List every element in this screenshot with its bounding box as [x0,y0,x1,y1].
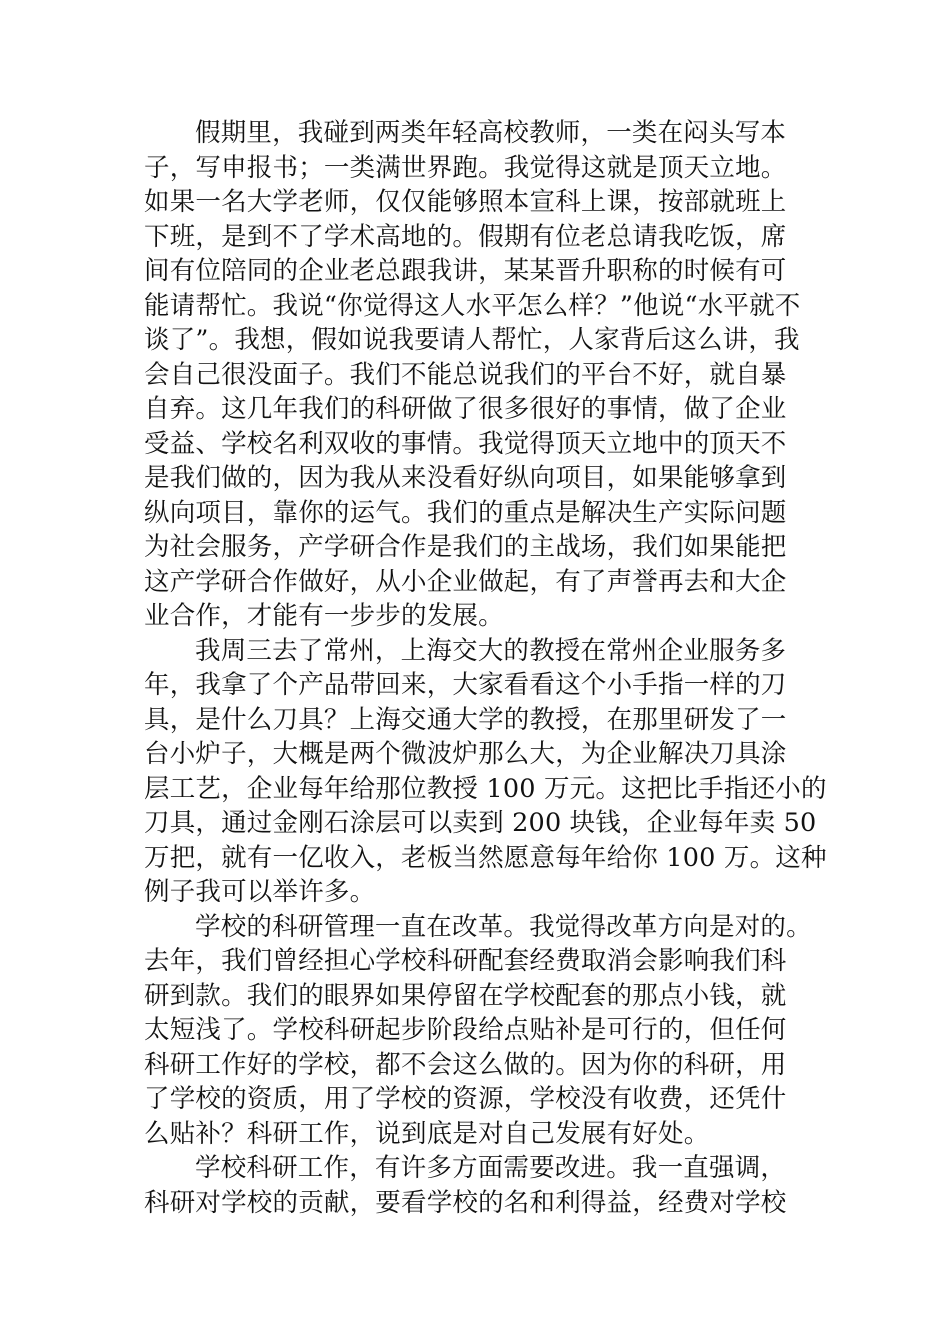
text-line: 台小炉子，大概是两个微波炉那么大，为企业解决刀具涂 [144,739,787,769]
paragraph-3 [144,910,824,1152]
text-line: 如果一名大学老师，仅仅能够照本宣科上课，按部就班上 [144,187,787,217]
text-line: 业合作，才能有一步步的发展。 [144,601,504,631]
text-line: 层工艺，企业每年给那位教授 100 万元。这把比手指还小的 [144,773,827,804]
text-line: 么贴补？科研工作，说到底是对自己发展有好处。 [144,1118,710,1149]
text-line: 会自己很没面子。我们不能总说我们的平台不好，就自暴 [144,359,787,390]
text-line: 例子我可以举许多。 [144,877,376,907]
text-line: 能请帮忙。我说“你觉得这人水平怎么样？”他说“水平就不 [144,290,801,321]
text-line: 为社会服务，产学研合作是我们的主战场，我们如果能把 [144,532,787,562]
text-line: 研到款。我们的眼界如果停留在学校配套的那点小钱，就 [144,980,787,1011]
text-line: 万把，就有一亿收入，老板当然愿意每年给你 100 万。这种 [144,842,827,873]
text-line: 年，我拿了个产品带回来，大家看看这个小手指一样的刀 [144,670,787,700]
document-body [144,116,827,1220]
text-line: 太短浅了。学校科研起步阶段给点贴补是可行的，但任何 [144,1015,787,1045]
text-line: 我周三去了常州，上海交大的教授在常州企业服务多 [195,635,787,666]
text-line: 谈了”。我想，假如说我要请人帮忙，人家背后这么讲，我 [144,325,800,355]
text-line: 受益、学校名利双收的事情。我觉得顶天立地中的顶天不 [144,428,787,459]
text-line: 这产学研合作做好，从小企业做起，有了声誉再去和大企 [144,566,787,597]
text-line: 下班，是到不了学术高地的。假期有位老总请我吃饭，席 [144,221,787,252]
paragraph-2 [144,634,827,910]
text-line: 去年，我们曾经担心学校科研配套经费取消会影响我们科 [144,946,787,976]
text-line: 学校科研工作，有许多方面需要改进。我一直强调， [195,1153,787,1183]
paragraph-4 [144,1151,824,1220]
text-line: 子，写申报书；一类满世界跑。我觉得这就是顶天立地。 [144,152,787,183]
text-line: 科研工作好的学校，都不会这么做的。因为你的科研，用 [144,1049,787,1080]
text-line: 学校的科研管理一直在改革。我觉得改革方向是对的。 [195,911,812,942]
text-line: 间有位陪同的企业老总跟我讲，某某晋升职称的时候有可 [144,256,787,286]
text-line: 纵向项目，靠你的运气。我们的重点是解决生产实际问题 [144,497,787,528]
text-line: 具，是什么刀具？上海交通大学的教授，在那里研发了一 [144,704,787,735]
text-line: 自弃。这几年我们的科研做了很多很好的事情，做了企业 [144,394,787,424]
paragraph-1 [144,116,824,634]
text-line: 了学校的资质，用了学校的资源，学校没有收费，还凭什 [144,1084,787,1114]
text-line: 是我们做的，因为我从来没看好纵向项目，如果能够拿到 [144,463,787,493]
text-line: 刀具，通过金刚石涂层可以卖到 200 块钱，企业每年卖 50 [144,808,817,838]
text-line: 科研对学校的贡献，要看学校的名和利得益，经费对学校 [144,1187,787,1218]
text-line: 假期里，我碰到两类年轻高校教师，一类在闷头写本 [195,118,787,148]
